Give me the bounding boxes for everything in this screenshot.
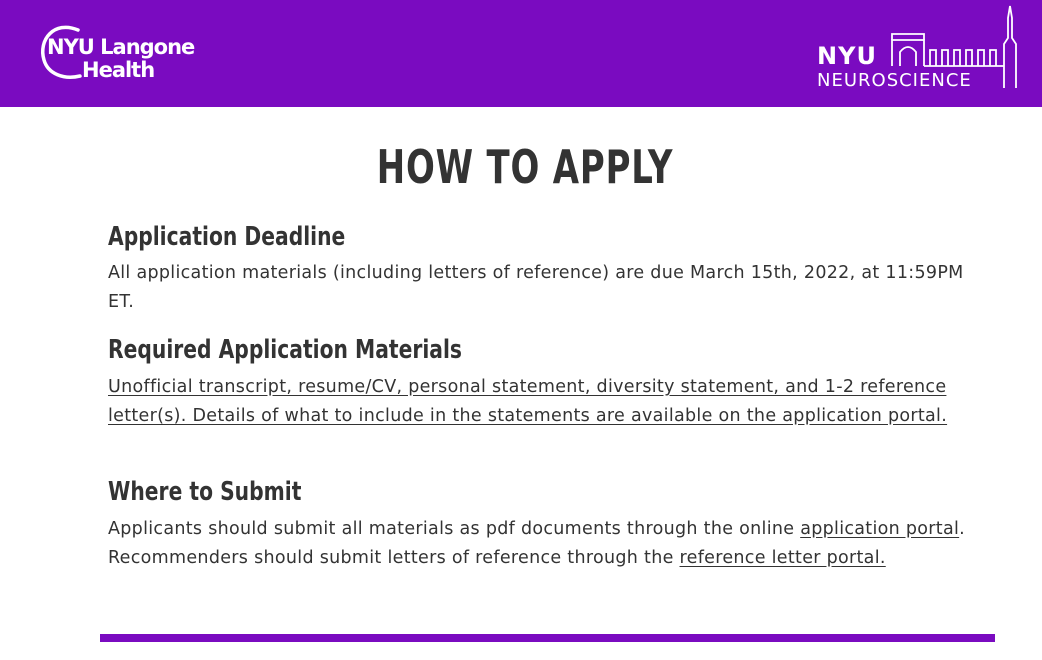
header-banner: [0, 0, 1042, 107]
deadline-heading: Application Deadline: [108, 222, 346, 252]
materials-link[interactable]: Unofficial transcript, resume/CV, personal statement, diversity statement, and 1-2 reference letter(s). Details of what to include in the statements are available on the application portal.: [108, 377, 948, 426]
bottom-divider: [100, 634, 995, 642]
materials-text: [108, 373, 978, 430]
application-portal-link[interactable]: application portal: [800, 519, 960, 539]
reference-letter-portal-link[interactable]: reference letter portal.: [679, 547, 886, 568]
nyu-langone-logo[interactable]: [34, 16, 204, 88]
submit-text-part2: . Recommenders should submit letters of reference through the: [108, 519, 966, 568]
deadline-text: All application materials (including letters of reference) are due March 15th, 2022, at 11:59PM ET.: [108, 263, 964, 312]
logo-nyu-text: NYU: [817, 42, 877, 70]
submit-text: [108, 515, 978, 572]
logo-text-line2: Health: [82, 58, 155, 82]
logo-neuroscience-text: NEUROSCIENCE: [817, 70, 972, 91]
page-title: HOW TO APPLY: [376, 140, 674, 194]
nyu-neuroscience-logo[interactable]: [812, 4, 1026, 96]
submit-text-part1: Applicants should submit all materials as pdf documents through the online: [108, 519, 801, 539]
submit-heading: Where to Submit: [108, 477, 302, 507]
materials-heading: Required Application Materials: [108, 335, 463, 365]
logo-text-line1: NYU Langone: [47, 35, 195, 59]
